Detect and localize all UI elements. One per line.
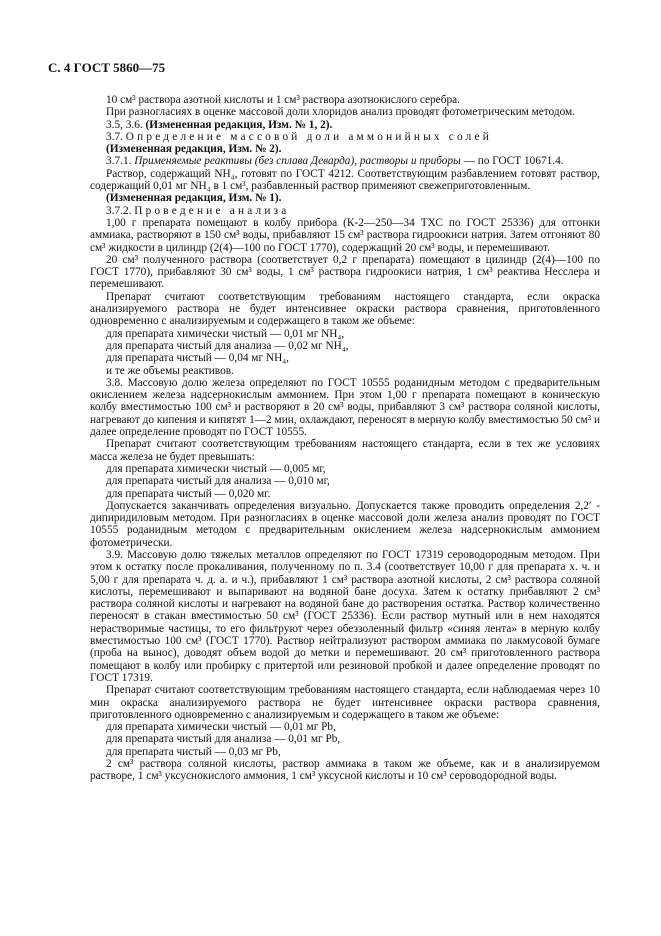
paragraph: При разногласиях в оценке массовой доли хлоридов анализ проводят фотометрическим методом. [106, 106, 576, 119]
section-number: 3.7.1. [106, 155, 135, 168]
list-item: для препарата химически чистый — 0,01 мг Pb, [106, 721, 336, 734]
section-number: 3.7.2. [106, 204, 135, 217]
revision-note: (Измененная редакция, Изм. № 2). [106, 143, 282, 156]
list-item: для препарата чистый — 0,04 мг NH₄, [106, 352, 289, 365]
list-item: для препарата чистый для анализа — 0,02 мг NH₄, [106, 339, 349, 352]
list-item: для препарата химически чистый — 0,01 мг NH₄, [106, 327, 345, 340]
paragraph-text: — по ГОСТ 10671.4. [460, 155, 564, 168]
section-title: Проведение анализа [134, 204, 290, 217]
section-heading [90, 131, 600, 143]
paragraph: 3.8. Массовую долю железа определяют по ГОСТ 10555 роданидным методом с предварительным окислением железа надсернокислым аммонием. При этом 1,00 г препарата помещают в коническую колбу вместимостью 100 см³ и растворяют в 20 см³ воды, прибавляют 3 см³ раствора соляной кислоты, нагревают до кипения и кипятят 1—2 мин, охлаждают, переносят в мерную колбу вместимостью 50 см³ и далее определение проводят по ГОСТ 10555. [90, 376, 600, 439]
paragraph [90, 155, 600, 167]
paragraph: 3.9. Массовую долю тяжелых металлов определяют по ГОСТ 17319 сероводородным методом. При этом к остатку после прокаливания, полученному по п. 3.4 (соответствует 10,00 г для препарата х. ч. и 5,00 г для препарата ч. д. а. и ч.), прибавляют 1 см³ раствора азотной кислоты, 2 см³ раствора соляной кислоты, перемешивают и выпаривают на водяной бане досуха. Затем к остатку прибавляют 2 см³ раствора соляной кислоты и нагревают на водяной бане до растворения остатка. Раствор количественно переносят в стакан вместимостью 50 см³ (ГОСТ 25336). Если раствор мутный или в нем находятся нерастворимые частицы, то его фильтруют через обеззоленный фильтр «синяя лента» в мерную колбу вместимостью 100 см³ (ГОСТ 1770). Раствор нейтрализуют раствором аммиака по лакмусовой бумаге (проба на вынос), доводят объем водой до метки и перемешивают. 20 см³ приготовленного раствора помещают в колбу или пробирку с притертой или резиновой пробкой и далее определение проводят по ГОСТ 17319. [90, 548, 600, 684]
revision-note: (Измененная редакция, Изм. № 1, 2). [145, 118, 333, 131]
paragraph: 2 см³ раствора соляной кислоты, раствор аммиака в таком же объеме, как и в анализируемом растворе, 1 см³ уксуснокислого аммония, 1 см³ уксусной кислоты и 10 см³ сероводородной воды. [90, 758, 600, 783]
list-item: и те же объемы реактивов. [106, 364, 234, 377]
revision-note: (Измененная редакция, Изм. № 1). [106, 192, 282, 205]
paragraph: 10 см³ раствора азотной кислоты и 1 см³ раствора азотнокислого серебра. [106, 94, 460, 106]
paragraph: Препарат считают соответствующим требованиям настоящего стандарта, если наблюдаемая через 10 мин окраска анализируемого раствора не будет интенсивнее окраски раствора сравнения, приготовленного одновременно с анализируемым и содержащего в таком же объеме: [90, 684, 600, 721]
page-header: С. 4 ГОСТ 5860—75 [48, 60, 166, 75]
paragraph: Раствор, содержащий NH₄, готовят по ГОСТ 4212. Соответствующим разбавлением готовят раствор, содержащий 0,01 мг NH₄ в 1 см³, разбавленный раствор применяют свежеприготовленным. [90, 167, 600, 193]
paragraph: Препарат считают соответствующим требованиям настоящего стандарта, если окраска анализируемого раствора не будет интенсивнее окраски раствора сравнения, приготовленного одновременно с анализируемым и содержащего в таком же объеме: [90, 290, 600, 328]
section-number: 3.7. [106, 130, 126, 143]
list-item: для препарата чистый для анализа — 0,01 мг Pb, [106, 733, 341, 746]
paragraph: 1,00 г препарата помещают в колбу прибора (К-2—250—34 ТХС по ГОСТ 25336) для отгонки аммиака, растворяют в 150 см³ воды, прибавляют 15 см³ раствора гидроокиси натрия. Затем отгоняют 80 см³ жидкости в цилиндр (2(4)—100 по ГОСТ 1770), содержащий 20 см³ воды, и перемешивают. [90, 216, 600, 254]
document-body [90, 94, 600, 783]
paragraph: Препарат считают соответствующим требованиям настоящего стандарта, если в тех же условиях масса железа не будет превышать: [90, 438, 600, 463]
paragraph [90, 119, 600, 131]
list-item: для препарата чистый — 0,020 мг. [106, 487, 271, 500]
subsection-title: Применяемые реактивы (без сплава Деварда), растворы и приборы [134, 155, 461, 168]
list-item: для препарата чистый для анализа — 0,010 мг, [106, 475, 330, 488]
list-item: для препарата химически чистый — 0,005 мг, [106, 462, 326, 475]
list-item: для препарата чистый — 0,03 мг Pb, [106, 745, 281, 758]
section-heading [90, 205, 600, 217]
paragraph: Допускается заканчивать определения визуально. Допускается также проводить определения 2,2′ - дипиридиловым методом. При разногласиях в оценке массовой доли железа анализ проводят по ГОСТ 10555 роданидным методом с предварительным окислением железа надсернокислым аммонием фотометрически. [90, 499, 600, 549]
section-title: Определение массовой доли аммонийных солей [125, 130, 492, 143]
section-number: 3.5, 3.6. [106, 118, 146, 131]
paragraph: 20 см³ полученного раствора (соответствует 0,2 г препарата) помещают в цилиндр (2(4)—100 по ГОСТ 1770), прибавляют 30 см³ воды, 1 см³ раствора гидроокиси натрия, 1 см³ реактива Несслера и перемешивают. [90, 253, 600, 291]
